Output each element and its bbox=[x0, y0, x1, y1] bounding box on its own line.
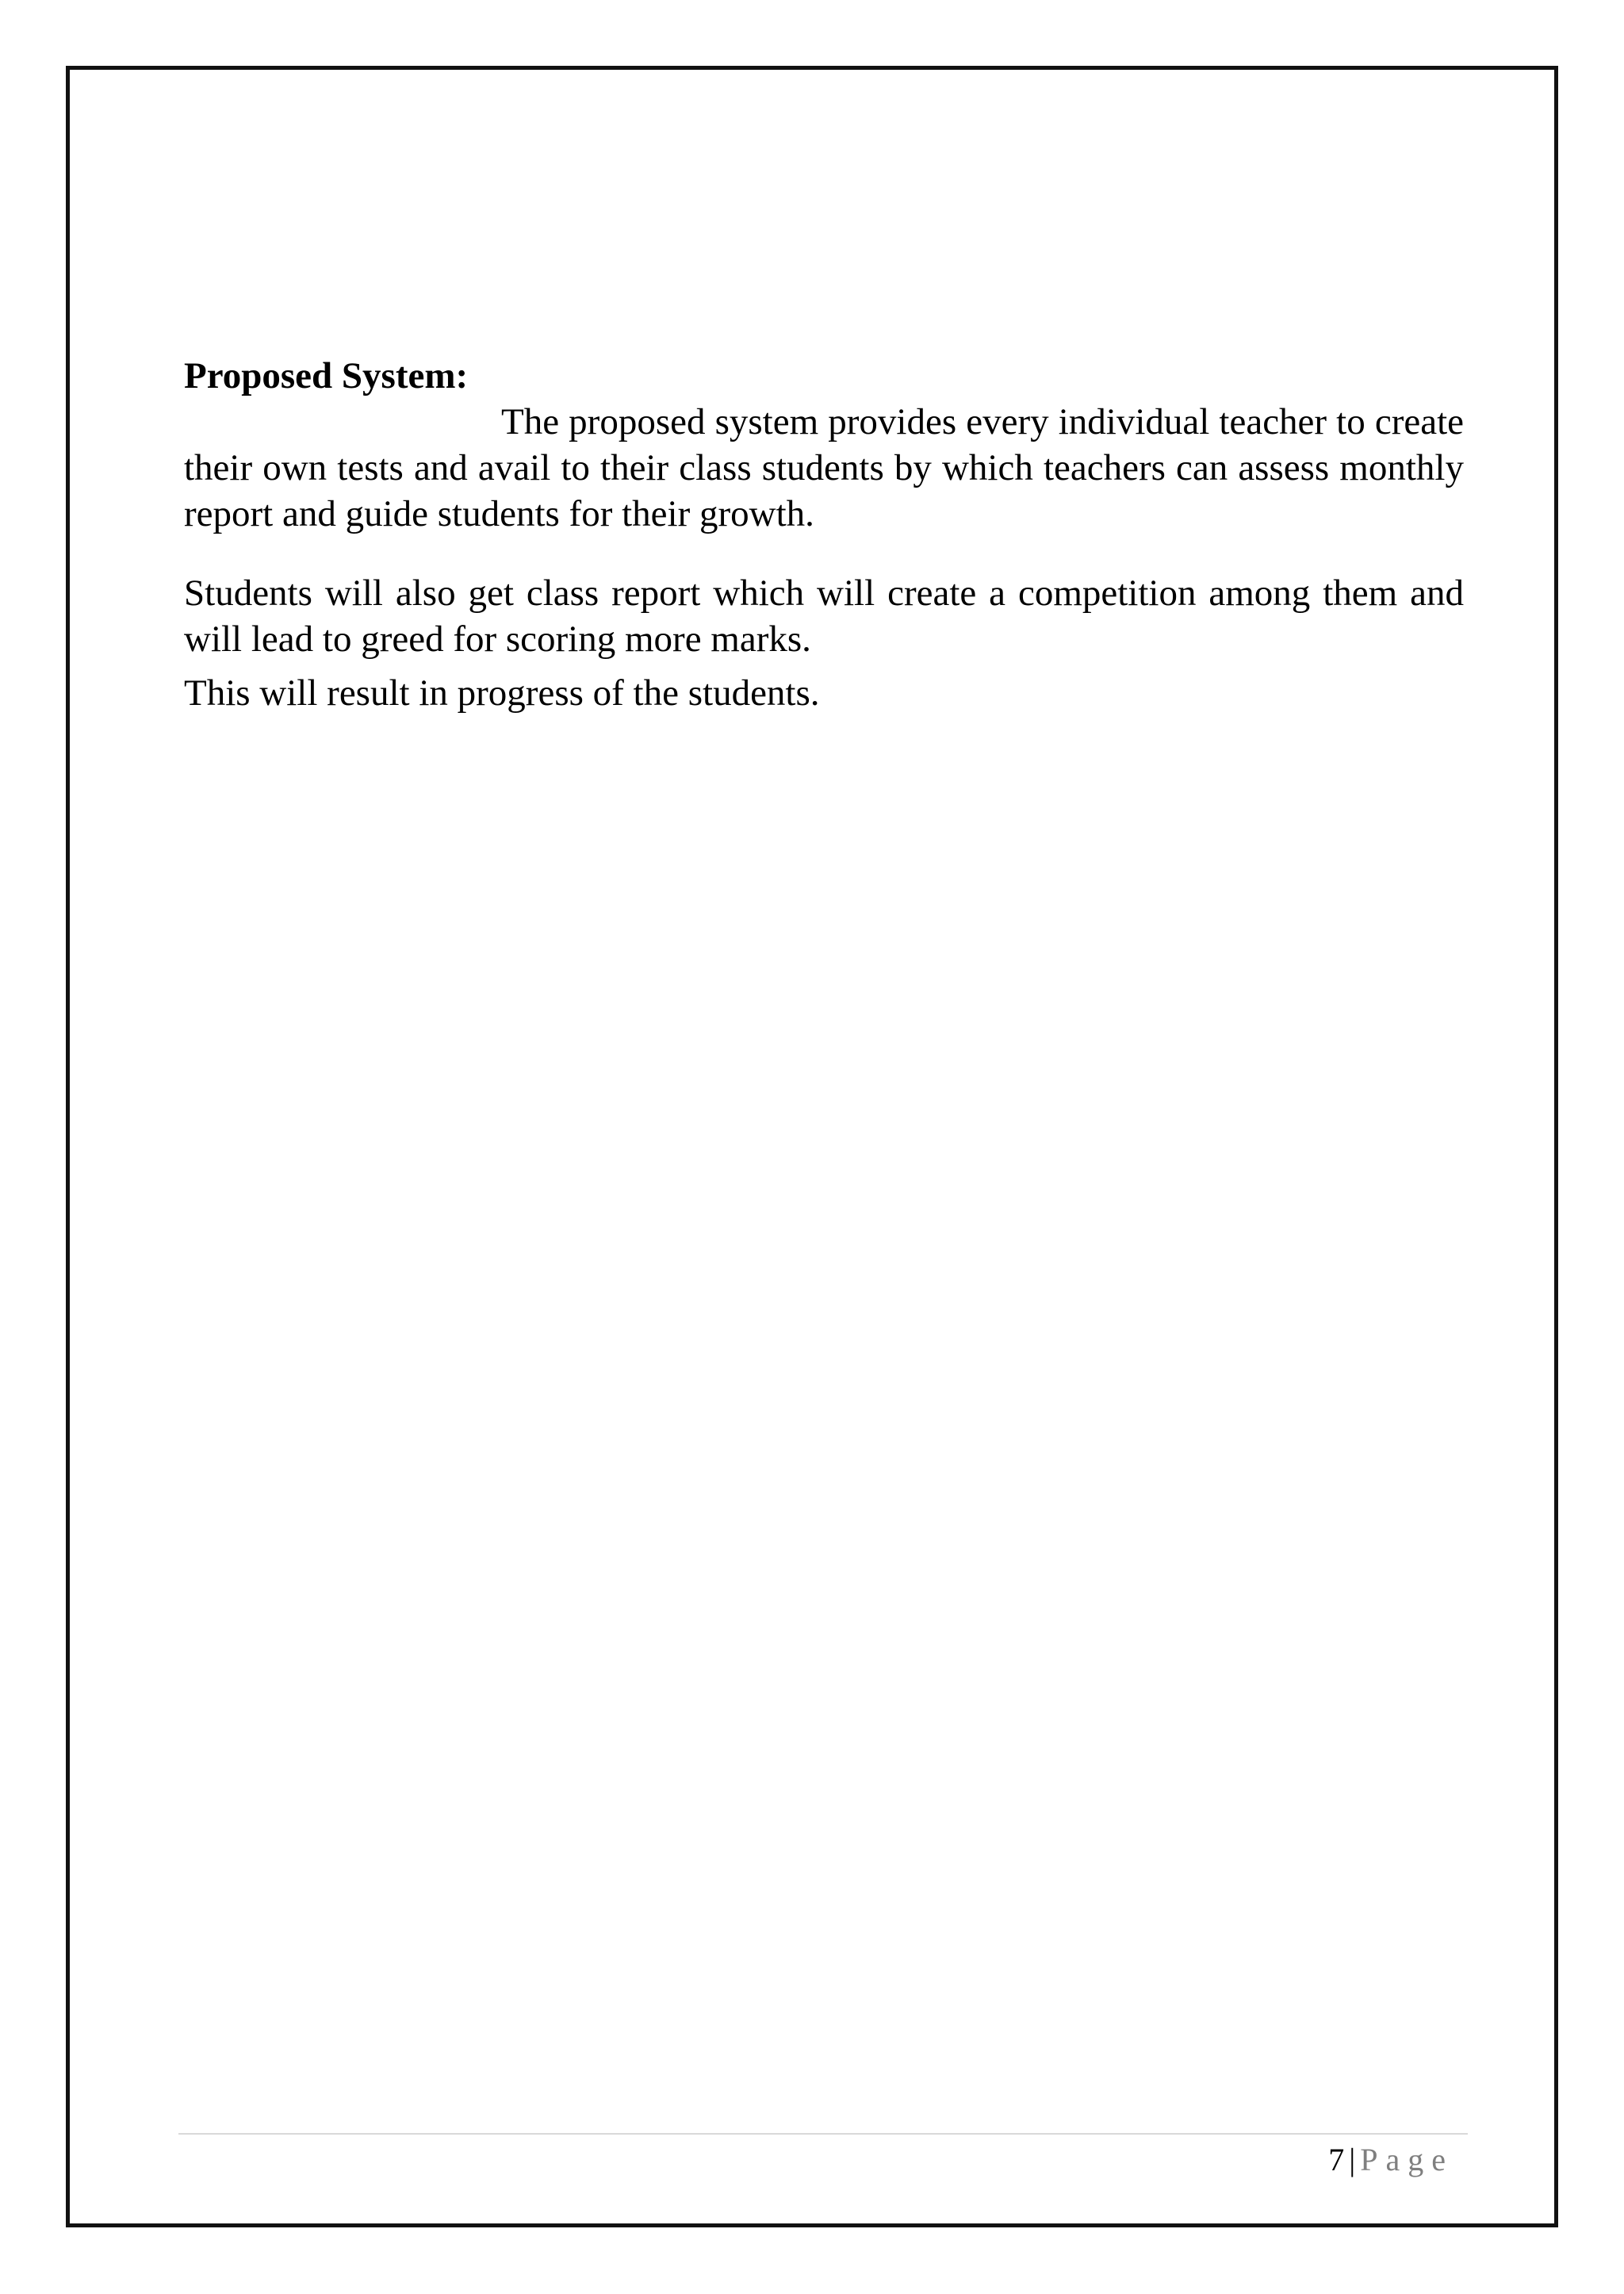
footer-divider bbox=[178, 2133, 1468, 2135]
document-body bbox=[184, 353, 1464, 716]
paragraph-proposed-system: The proposed system provides every individual teacher to create their own tests and avail to their class students by which teachers can assess monthly report and guide students for their growth. bbox=[184, 401, 1464, 534]
paragraph-progress: This will result in progress of the students. bbox=[184, 672, 820, 714]
section-heading: Proposed System: bbox=[184, 355, 469, 396]
page-footer bbox=[1328, 2141, 1454, 2179]
paragraph-class-report: Students will also get class report which will create a competition among them and will lead to greed for scoring more marks. bbox=[184, 573, 1464, 660]
footer-separator: | bbox=[1349, 2142, 1356, 2177]
page-label: Page bbox=[1360, 2142, 1454, 2177]
page-number: 7 bbox=[1328, 2142, 1345, 2177]
